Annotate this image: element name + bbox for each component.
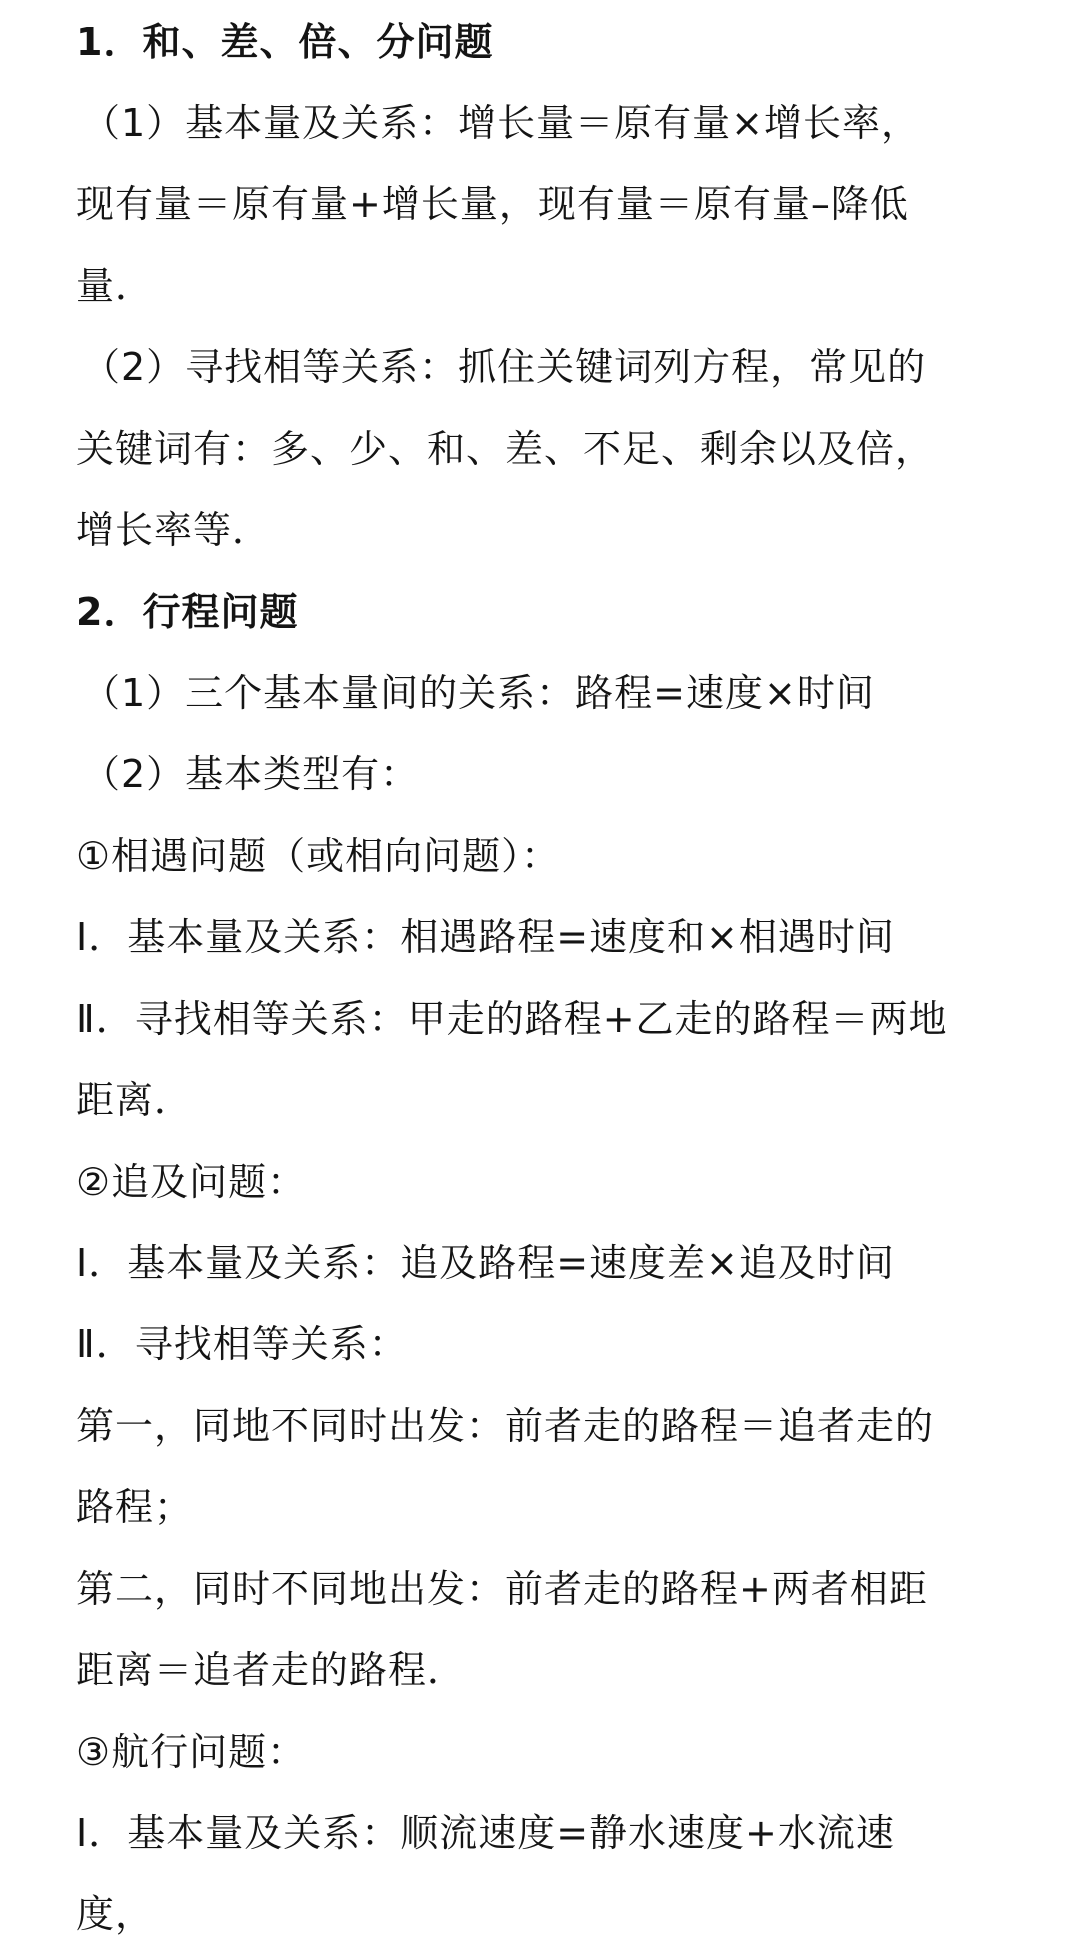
text-line: 距离＝追者走的路程． <box>76 1648 467 1692</box>
text-line: ②追及问题： <box>76 1160 307 1204</box>
text-line: （1）三个基本量间的关系：路程=速度×时间 <box>82 671 875 715</box>
text-line: 度， <box>76 1892 155 1936</box>
text-line: 关键词有：多、少、和、差、不足、剩余以及倍， <box>76 427 935 471</box>
text-line: 增长率等． <box>76 508 272 552</box>
text-line: 路程； <box>76 1485 194 1529</box>
text-line: Ⅱ．寻找相等关系： <box>76 1322 408 1366</box>
section-heading-2: 2．行程问题 <box>76 590 299 634</box>
text-line: ①相遇问题（或相向问题）： <box>76 834 561 878</box>
text-line: Ⅰ．基本量及关系：相遇路程=速度和×相遇时间 <box>76 915 895 959</box>
text-line: ③航行问题： <box>76 1730 307 1774</box>
section-heading-1: 1．和、差、倍、分问题 <box>76 20 494 64</box>
text-line: 距离． <box>76 1078 194 1122</box>
text-line: 第一，同地不同时出发：前者走的路程＝追者走的 <box>76 1404 935 1448</box>
text-line: Ⅰ．基本量及关系：追及路程=速度差×追及时间 <box>76 1241 895 1285</box>
text-line: 量． <box>76 264 155 308</box>
text-line: （2）寻找相等关系：抓住关键词列方程，常见的 <box>82 345 927 389</box>
text-line: （1）基本量及关系：增长量＝原有量×增长率， <box>82 101 921 145</box>
text-line: Ⅱ．寻找相等关系：甲走的路程+乙走的路程＝两地 <box>76 997 948 1041</box>
text-line: 现有量＝原有量+增长量，现有量＝原有量–降低 <box>76 182 909 226</box>
text-line: （2）基本类型有： <box>82 752 420 796</box>
text-line: Ⅰ．基本量及关系：顺流速度=静水速度+水流速 <box>76 1811 895 1855</box>
text-line: 第二，同时不同地出发：前者走的路程+两者相距 <box>76 1567 928 1611</box>
